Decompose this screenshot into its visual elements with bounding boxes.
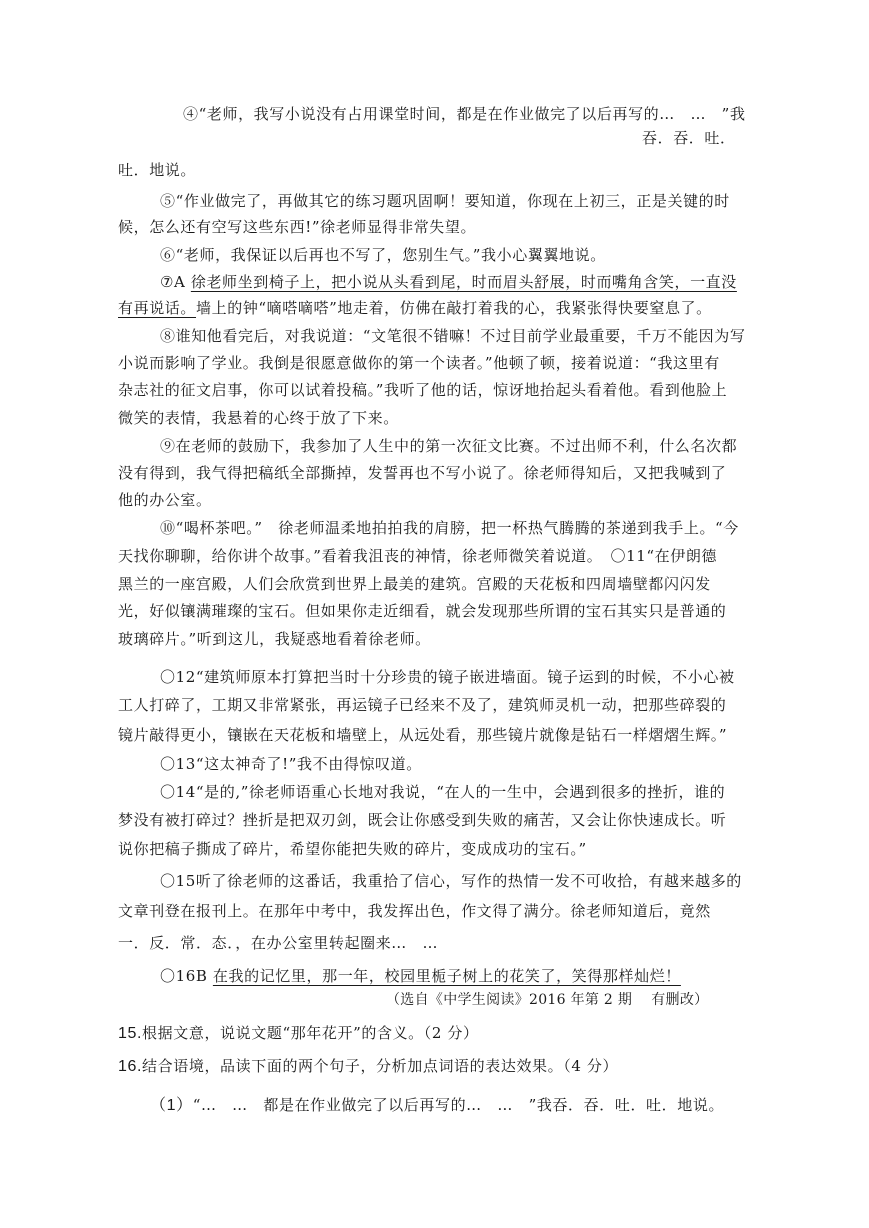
paragraph-13: 〇13“这太神奇了!”我不由得惊叹道。	[160, 755, 422, 773]
question-15	[118, 1023, 479, 1044]
paragraph-4-line-1: ④“老师，我写小说没有占用课堂时间，都是在作业做完了以后再写的… … ”我	[183, 105, 746, 123]
paragraph-8-line-4: 微笑的表情，我悬着的心终于放了下来。	[118, 409, 399, 427]
question-15-text: 根据文意，说说文题“那年花开”的含义。（2 分）	[142, 1024, 479, 1042]
paragraph-10-line-2: 天找你聊聊，给你讲个故事。”看着我沮丧的神情，徐老师微笑着说道。 〇11“在伊朗德	[118, 547, 718, 565]
paragraph-14-line-3: 说你把稿子撕成了碎片，希望你能把失败的碎片，变成成功的宝石。”	[118, 840, 587, 858]
paragraph-9-line-3: 他的办公室。	[118, 491, 212, 509]
emphasis-dots-row: 吞．吞．吐．	[642, 129, 736, 147]
paragraph-4-line-2: 吐．地说。	[118, 161, 197, 179]
paragraph-12-line-2: 工人打碎了，工期又非常紧张，再运镜子已经来不及了，建筑师灵机一动，把那些碎裂的	[118, 696, 727, 714]
paragraph-8-line-1: ⑧谁知他看完后，对我说道：“文笔很不错嘛！不过目前学业最重要，千万不能因为写	[160, 327, 746, 345]
paragraph-16-marker: 〇16B	[160, 967, 213, 985]
underlined-sentence-a: 徐老师坐到椅子上，把小说从头看到尾，时而眉头舒展，时而嘴角含笑，一直没	[190, 273, 737, 291]
paragraph-12-line-3: 镜片敲得更小，镶嵌在天花板和墙壁上，从远处看，那些镜片就像是钻石一样熠熠生辉。”	[118, 726, 728, 744]
paragraph-9-line-2: 没有得到，我气得把稿纸全部撕掉，发誓再也不写小说了。徐老师得知后，又把我喊到了	[118, 464, 727, 482]
paragraph-10-line-1: ⑩“喝杯茶吧。” 徐老师温柔地拍拍我的肩膀，把一杯热气腾腾的茶递到我手上。“今	[160, 519, 739, 537]
question-16-number: 16.	[118, 1058, 143, 1075]
paragraph-14-line-1: 〇14“是的,”徐老师语重心长地对我说，“在人的一生中，会遇到很多的挫折，谁的	[160, 783, 726, 801]
paragraph-5-line-1: ⑤“作业做完了，再做其它的练习题巩固啊！要知道，你现在上初三，正是关键的时	[160, 192, 730, 210]
underlined-sentence-a-end: 有再说话。	[118, 299, 197, 317]
paragraph-12-line-1: 〇12“建筑师原本打算把当时十分珍贵的镜子嵌进墙面。镜子运到的时候，不小心被	[160, 668, 735, 686]
paragraph-7-line-2	[118, 298, 712, 318]
paragraph-5-line-2: 候，怎么还有空写这些东西!”徐老师显得非常失望。	[118, 218, 477, 236]
paragraph-7-rest: 墙上的钟“嘀嗒嘀嗒”地走着，仿佛在敲打着我的心，我紧张得快要窒息了。	[196, 299, 712, 317]
paragraph-9-line-1: ⑨在老师的鼓励下，我参加了人生中的第一次征文比赛。不过出师不利，什么名次都	[160, 437, 738, 455]
paragraph-11-line-1: 黑兰的一座宫殿，人们会欣赏到世界上最美的建筑。宫殿的天花板和四周墙壁都闪闪发	[118, 575, 711, 593]
underlined-sentence-b: 在我的记忆里，那一年，校园里栀子树上的花笑了，笑得那样灿烂！	[212, 967, 681, 985]
question-16-item-1-text: “… … 都是在作业做完了以后再写的… … ”我吞．吞．吐．吐．地说。	[192, 1096, 725, 1114]
paragraph-16	[160, 966, 681, 986]
paragraph-7-marker: ⑦A	[160, 273, 191, 291]
question-16-item-1-label: （1）	[150, 1097, 193, 1114]
paragraph-11-line-3: 玻璃碎片。”听到这儿，我疑惑地看着徐老师。	[118, 630, 431, 648]
paragraph-8-line-3: 杂志社的征文启事，你可以试着投稿。”我听了他的话，惊讶地抬起头看着他。看到他脸上	[118, 381, 728, 399]
paragraph-8-line-2: 小说而影响了学业。我倒是很愿意做你的第一个读者。”他顿了顿，接着说道：“我这里有	[118, 354, 720, 372]
paragraph-11-line-2: 光，好似镶满璀璨的宝石。但如果你走近细看，就会发现那些所谓的宝石其实只是普通的	[118, 602, 727, 620]
paragraph-7-line-1	[160, 272, 737, 292]
paragraph-14-line-2: 梦没有被打碎过？挫折是把双刃剑，既会让你感受到失败的痛苦，又会让你快速成长。听	[118, 811, 727, 829]
paragraph-15-line-3: 一．反．常．态．，在办公室里转起圈来… …	[118, 934, 439, 952]
paragraph-15-line-1: 〇15听了徐老师的这番话，我重拾了信心，写作的热情一发不可收拾，有越来越多的	[160, 872, 742, 890]
paragraph-6: ⑥“老师，我保证以后再也不写了，您别生气。”我小心翼翼地说。	[160, 246, 606, 264]
paragraph-15-line-2: 文章刊登在报刊上。在那年中考中，我发挥出色，作文得了满分。徐老师知道后，竟然	[118, 902, 711, 920]
question-16	[118, 1056, 618, 1077]
question-16-item-1	[150, 1095, 724, 1116]
question-16-text: 结合语境，品读下面的两个句子，分析加点词语的表达效果。（4 分）	[142, 1057, 619, 1075]
question-15-number: 15.	[118, 1025, 143, 1042]
source-citation: （选自《中学生阅读》2016 年第 2 期 有删改）	[386, 992, 709, 1008]
